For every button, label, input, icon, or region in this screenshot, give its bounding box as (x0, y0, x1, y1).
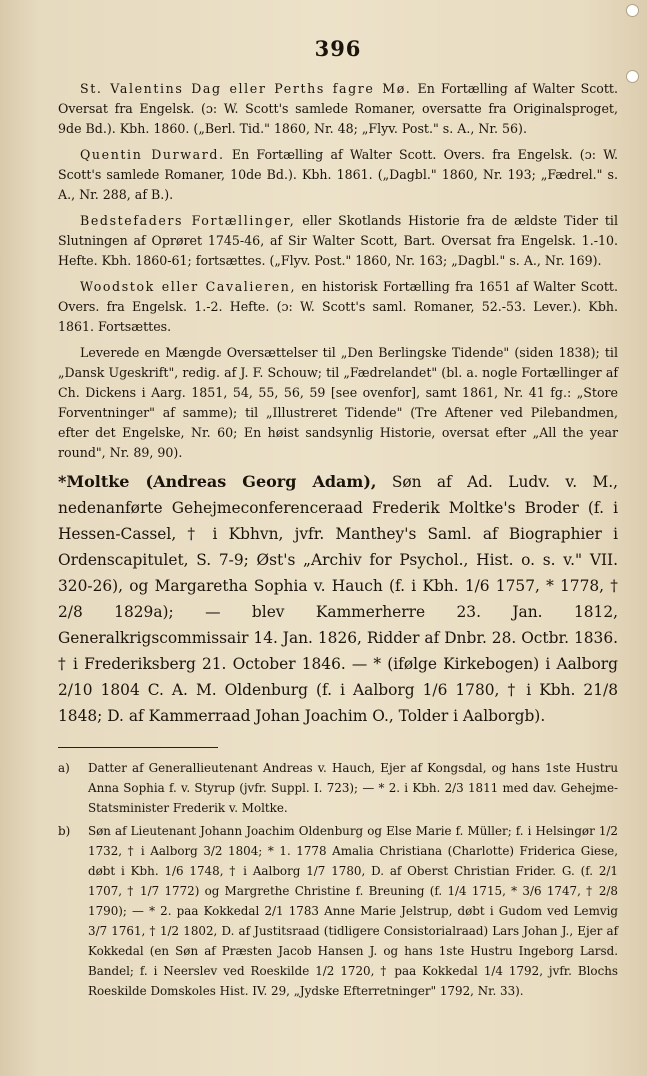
page-number: 396 (314, 36, 362, 61)
bibliography-entry (58, 277, 618, 337)
biography-text: Søn af Ad. Ludv. v. M., nedenanførte Gehejmeconferenceraad Frederik Moltke's Broder (f. i Hessen-Cassel, † i Kbhvn, jvfr. Manthey's Saml. af Biographier i Ordenscapitulet, S. 7-9; Øst's „Archiv for Psychol., Hist. o. s. v." VII. 320-26), og Margaretha Sophia v. Hauch (f. i Kbh. 1/6 1757, * 1778, † 2/8 1829a); — blev Kammerherre 23. Jan. 1812, Generalkrigscommissair 14. Jan. 1826, Ridder af Dnbr. 28. Octbr. 1836. † i Frederiksberg 21. October 1846. — * (ifølge Kirkebogen) i Aalborg 2/10 1804 C. A. M. Oldenburg (f. i Aalborg 1/6 1780, † i Kbh. 21/8 1848; D. af Kammerraad Johan Joachim O., Tolder i Aalborgb). (58, 473, 618, 725)
entry-title: Quentin Durward. (80, 147, 225, 162)
page-text (58, 18, 618, 1004)
binding-hole (626, 4, 639, 17)
entry-text: en historisk Fortælling fra 1651 af Walter Scott. Overs. fra Engelsk. 1.-2. Hefte. (ɔ: W. Scott's saml. Romaner, 52.-53. Lever.). Kbh. 1861. Fortsættes. (58, 279, 618, 334)
bibliography-entry (58, 79, 618, 139)
entry-text: eller Skotlands Historie fra de ældste Tider til Slutningen af Oprøret 1745-46, af Sir Walter Scott, Bart. Oversat fra Engelsk. 1.-10. Hefte. Kbh. 1860-61; fortsættes. („Flyv. Post." 1860, Nr. 163; „Dagbl." s. A., Nr. 169). (58, 213, 618, 268)
footnote-label: b) (58, 824, 71, 838)
entry-text: til „Den Berlingske Tidende" (siden 1838); til „Dansk Ugeskrift", redig. af J. F. Schouw; til „Fædrelandet" (bl. a. nogle Fortællinger af Ch. Dickens i Aarg. 1851, 54, 55, 56, 59 [see ovenfor], samt 1861, Nr. 41 fg.: „Store Forventninger" af samme); til „Illustreret Tidende" (Tre Aftener ved Pilebandmen, efter det Engelske, Nr. 60; En høist sandsynlig Historie, oversat efter „All the year round", Nr. 89, 90). (58, 345, 618, 460)
entry-text: En Fortælling af Walter Scott. Oversat fra Engelsk. (ɔ: W. Scott's samlede Romaner, oversatte fra Originalsproget, 9de Bd.). Kbh. 1860. („Berl. Tid." 1860, Nr. 48; „Flyv. Post." s. A., Nr. 56). (58, 81, 618, 136)
bibliography-entry (58, 145, 618, 205)
entry-title: Bedstefaders Fortællinger, (80, 213, 296, 228)
bibliography-entry (58, 343, 618, 463)
footnote-label: a) (58, 761, 70, 775)
entry-text: En Fortælling af Walter Scott. Overs. fra Engelsk. (ɔ: W. Scott's samlede Romaner, 10de Bd.). Kbh. 1861. („Dagbl." 1860, Nr. 193; „Fædrel." s. A., Nr. 288, af B.). (58, 147, 618, 202)
footnote (58, 758, 618, 818)
footnote-text: Søn af Lieutenant Johann Joachim Oldenburg og Else Marie f. Müller; f. i Helsingør 1/2 1732, † i Aalborg 3/2 1804; * 1. 1778 Amalia Christiana (Charlotte) Friderica Giese, døbt i Kbh. 1/6 1748, † i Aalborg 1/7 1780, D. af Oberst Christian Frider. G. (f. 2/1 1707, † 1/7 1772) og Margrethe Christine f. Breuning (f. 1/4 1715, * 3/6 1747, † 2/8 1790); — * 2. paa Kokkedal 2/1 1783 Anne Marie Jelstrup, døbt i Gudom ved Lemvig 3/7 1761, † 1/2 1802, D. af Justitsraad (tidligere Consistorialraad) Lars Johan J., Ejer af Kokkedal (en Søn af Præsten Jacob Hansen J. og hans 1ste Hustru Ingeborg Larsd. Bandel; f. i Neerslev ved Roeskilde 1/2 1720, † paa Kokkedal 1/4 1792, jvfr. Blochs Roeskilde Domskoles Hist. IV. 29, „Jydske Efterretninger" 1792, Nr. 33). (88, 824, 618, 998)
biography-entry (58, 469, 618, 729)
entry-title: Woodstok eller Cavalieren, (80, 279, 297, 294)
bibliography-entry (58, 211, 618, 271)
entry-title: St. Valentins Dag eller Perths fagre Mø. (80, 81, 412, 96)
footnote-text: Datter af Generallieutenant Andreas v. Hauch, Ejer af Kongsdal, og hans 1ste Hustru Anna Sophia f. v. Styrup (jvfr. Suppl. I. 723); — * 2. i Kbh. 2/3 1811 med dav. Gehejme-Statsminister Frederik v. Moltke. (88, 761, 618, 815)
binding-hole (626, 70, 639, 83)
footnote (58, 821, 618, 1001)
entry-title: Leverede en Mængde Oversættelser (80, 345, 318, 360)
footnote-divider (58, 747, 218, 748)
biography-head: *Moltke (Andreas Georg Adam), (58, 472, 377, 491)
